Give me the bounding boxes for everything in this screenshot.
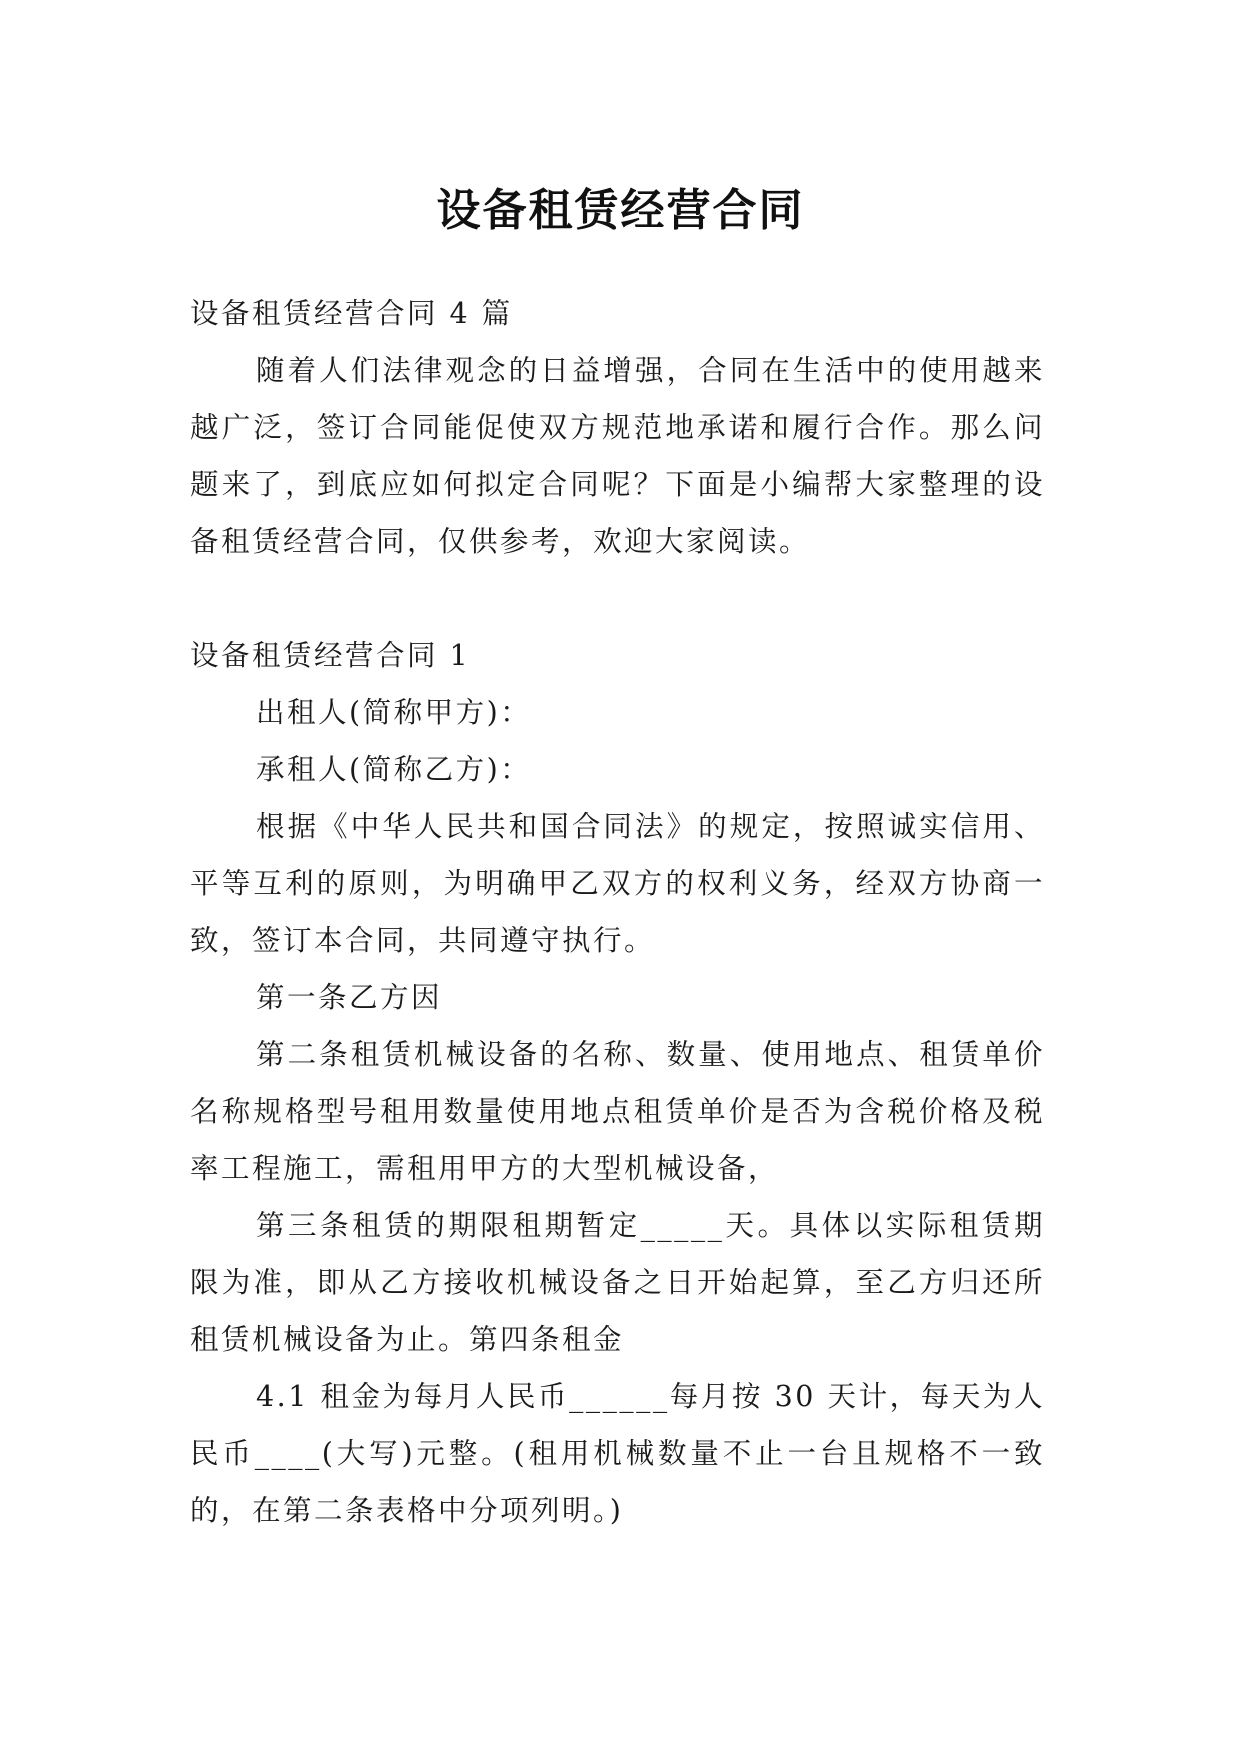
intro-paragraph: 随着人们法律观念的日益增强，合同在生活中的使用越来越广泛，签订合同能促使双方规范地承诺和履行合作。那么问题来了，到底应如何拟定合同呢？下面是小编帮大家整理的设备租赁经营合同，仅供参考，欢迎大家阅读。 (190, 354, 1045, 558)
article-1: 第一条乙方因 (256, 981, 443, 1014)
document-body (190, 285, 1045, 1539)
paragraph-spacer (190, 570, 1045, 627)
lessee-line: 承租人(简称乙方)： (256, 753, 532, 786)
article-4-1: 4.1 租金为每月人民币______每月按 30 天计，每天为人民币____(大写)元整。(租用机械数量不止一台且规格不一致的，在第二条表格中分项列明。) (190, 1380, 1045, 1527)
collection-heading: 设备租赁经营合同 4 篇 (190, 297, 513, 330)
article-3: 第三条租赁的期限租期暂定_____天。具体以实际租赁期限为准，即从乙方接收机械设备之日开始起算，至乙方归还所租赁机械设备为止。第四条租金 (190, 1209, 1045, 1356)
article-2: 第二条租赁机械设备的名称、数量、使用地点、租赁单价名称规格型号租用数量使用地点租赁单价是否为含税价格及税率工程施工，需租用甲方的大型机械设备， (190, 1038, 1045, 1185)
legal-basis-paragraph: 根据《中华人民共和国合同法》的规定，按照诚实信用、平等互利的原则，为明确甲乙双方的权利义务，经双方协商一致，签订本合同，共同遵守执行。 (190, 810, 1045, 957)
lessor-line: 出租人(简称甲方)： (256, 696, 532, 729)
contract-1-heading: 设备租赁经营合同 1 (190, 639, 471, 672)
document-title: 设备租赁经营合同 (436, 185, 805, 237)
